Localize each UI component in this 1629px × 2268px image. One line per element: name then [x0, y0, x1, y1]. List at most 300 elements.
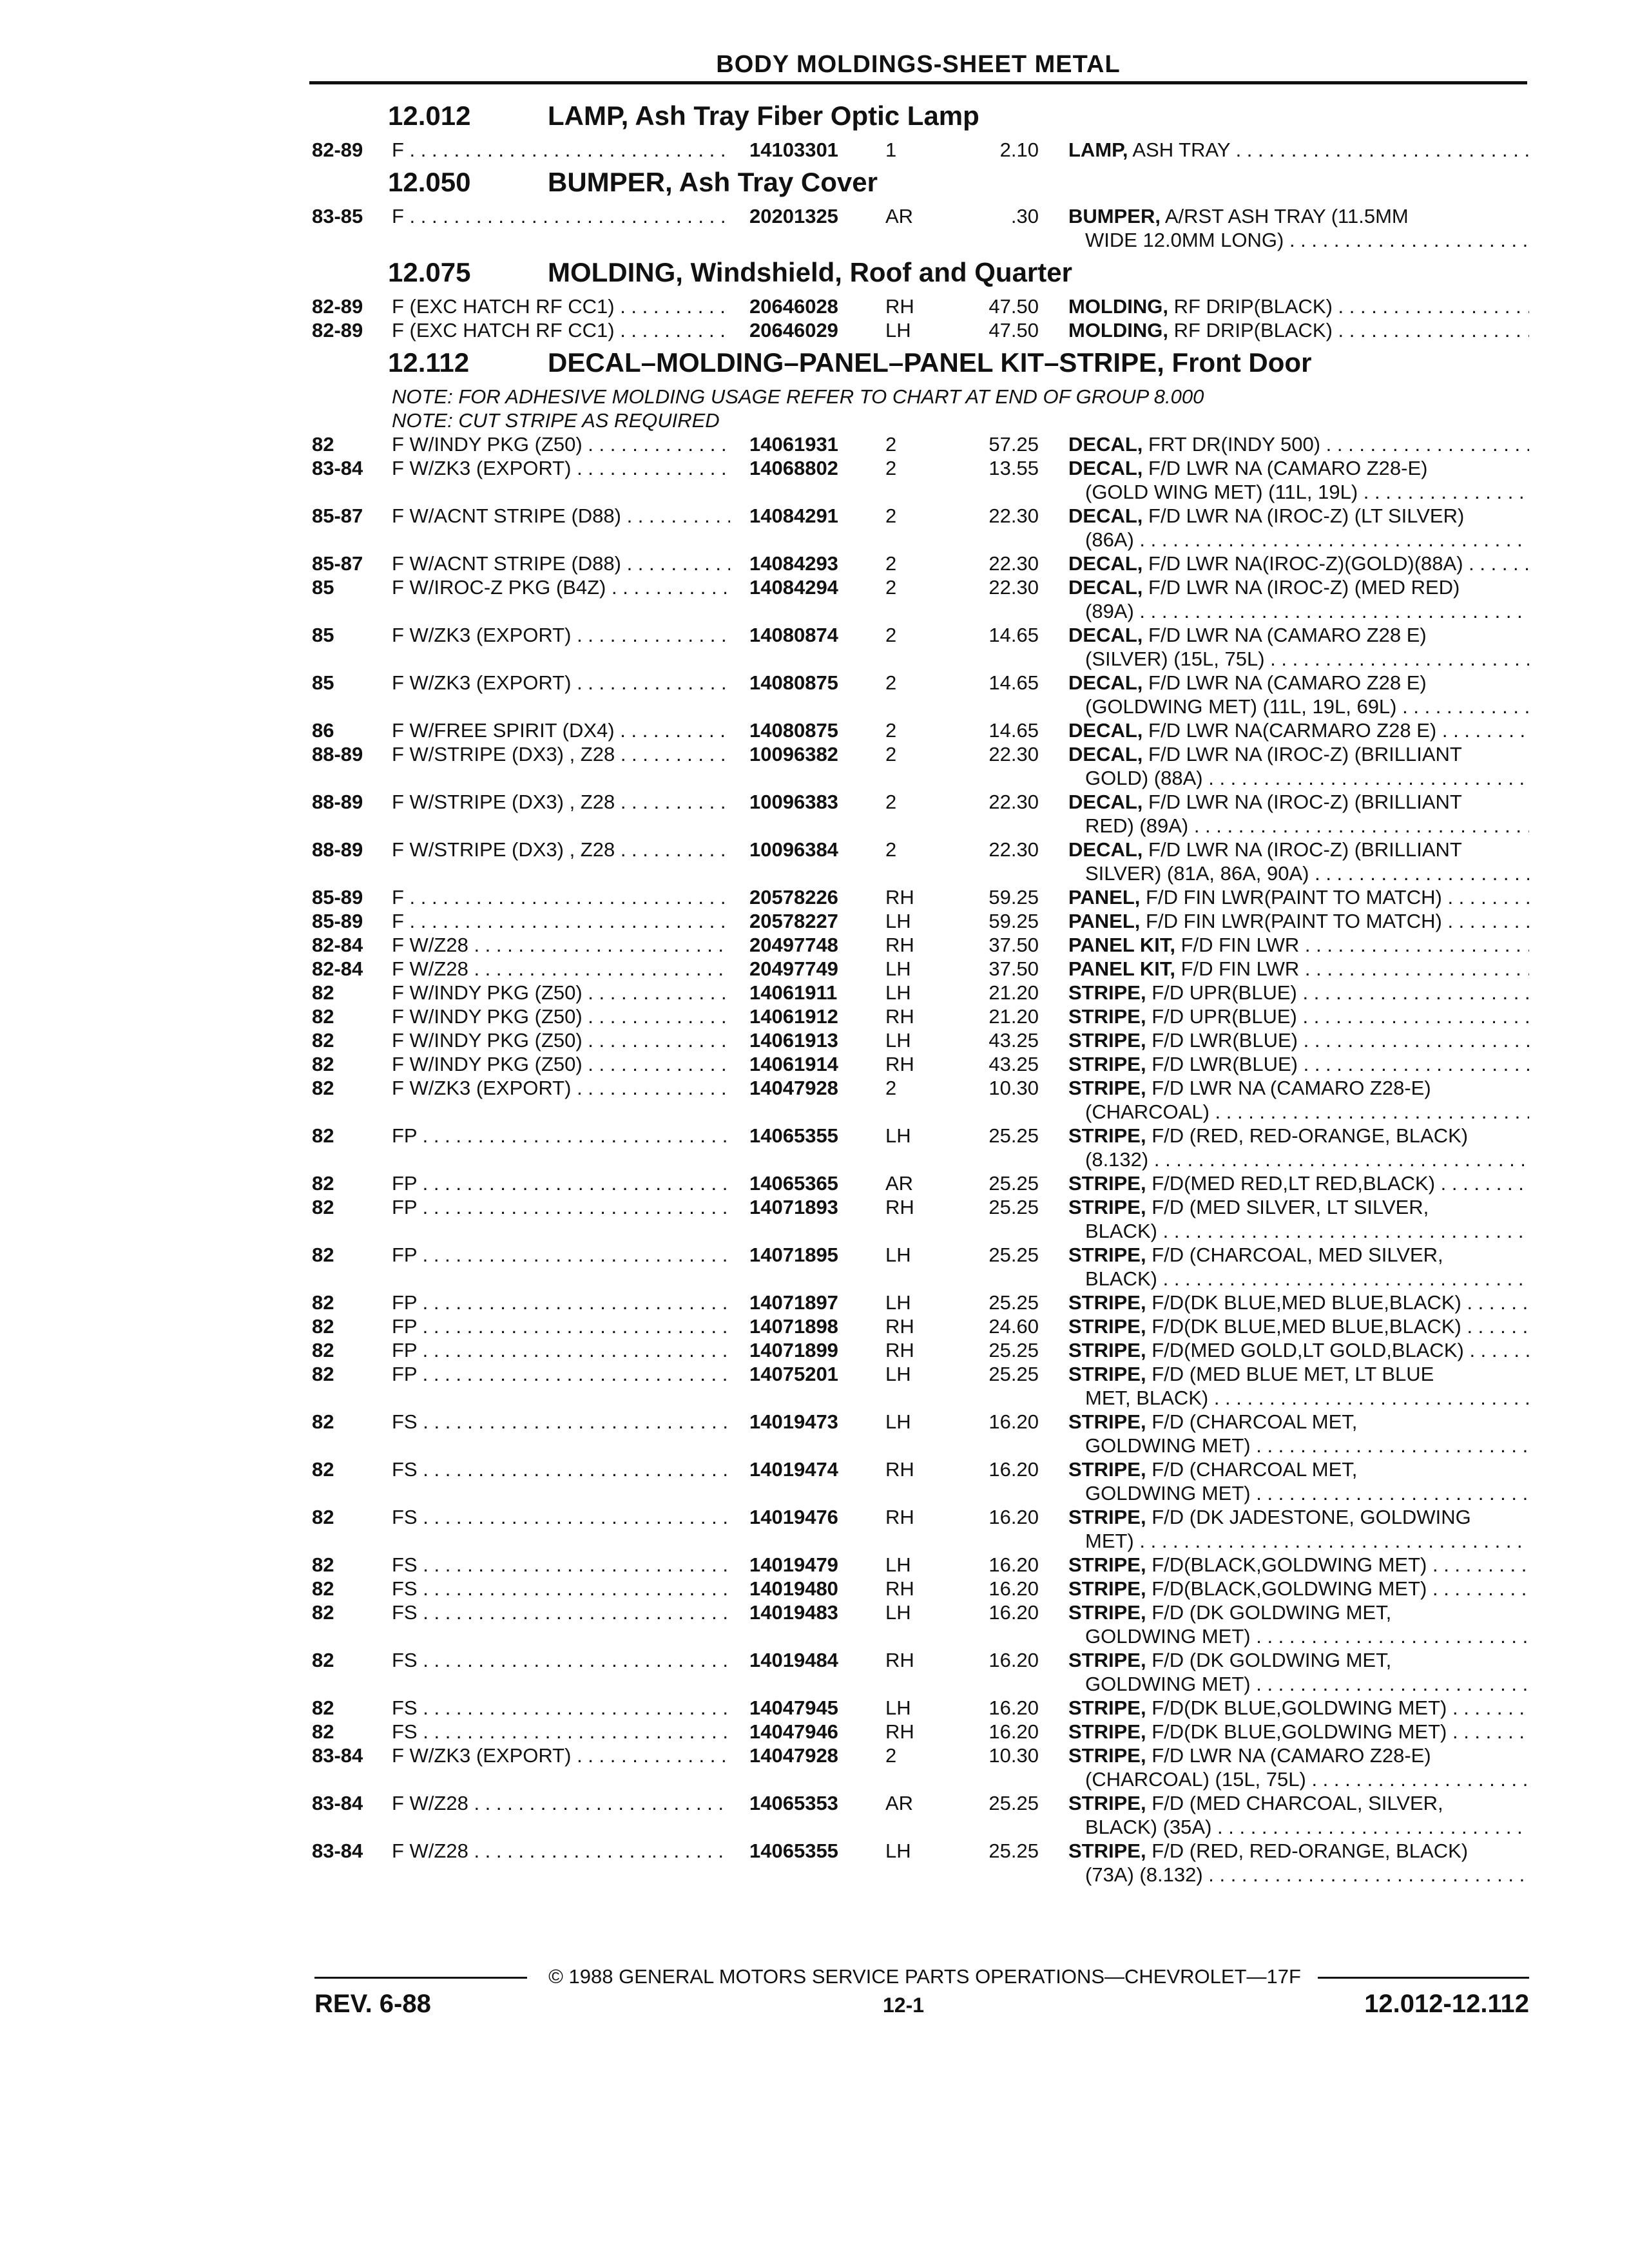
- application: F W/ZK3 (EXPORT) . . .: [392, 1744, 730, 1767]
- application: F W/Z28 . . .: [392, 933, 730, 957]
- model-years: 82: [312, 1053, 334, 1075]
- section-note: NOTE: CUT STRIPE AS REQUIRED: [392, 409, 720, 432]
- part-number: 20646029: [749, 319, 838, 341]
- description-text: F/D LWR NA (CAMARO Z28-E): [1148, 457, 1428, 479]
- part-number: 14071895: [749, 1244, 838, 1266]
- description-text: WIDE 12.0MM LONG): [1085, 229, 1284, 251]
- price: 16.20: [988, 1410, 1039, 1433]
- application: F W/Z28 . . .: [392, 957, 730, 981]
- application: F W/INDY PKG (Z50) . . .: [392, 981, 730, 1004]
- description-line: [1068, 838, 1529, 861]
- quantity: AR: [885, 1172, 914, 1195]
- price: 47.50: [988, 319, 1039, 341]
- application: FS . . .: [392, 1600, 730, 1624]
- footer-page-number: 12-1: [883, 1994, 925, 2017]
- description-text: F/D (DK GOLDWING MET,: [1152, 1649, 1392, 1671]
- model-years: 88-89: [312, 838, 363, 861]
- part-row: [0, 456, 1629, 504]
- price: 25.25: [988, 1244, 1039, 1266]
- application: F W/INDY PKG (Z50) . . .: [392, 1028, 730, 1052]
- description-keyword: STRIPE,: [1068, 1124, 1146, 1147]
- description-keyword: STRIPE,: [1068, 1339, 1146, 1361]
- description: [1068, 742, 1529, 790]
- description-text: MET): [1085, 1530, 1134, 1552]
- description-text: F/D (DK GOLDWING MET,: [1152, 1601, 1392, 1624]
- part-row: [0, 1028, 1629, 1052]
- description: [1068, 1124, 1529, 1171]
- description-line: [1068, 766, 1529, 790]
- description-line: [1068, 228, 1529, 252]
- price: 25.25: [988, 1363, 1039, 1385]
- model-years: 82-89: [312, 319, 363, 341]
- description-line: [1068, 1171, 1529, 1195]
- description-line: [1068, 1648, 1529, 1672]
- part-number: 14019480: [749, 1577, 838, 1600]
- quantity: AR: [885, 1792, 914, 1814]
- model-years: 82: [312, 1077, 334, 1099]
- application: F . . .: [392, 909, 730, 933]
- section-heading: [0, 95, 1629, 138]
- price: 14.65: [988, 624, 1039, 646]
- description-keyword: STRIPE,: [1068, 1696, 1146, 1719]
- quantity: 2: [885, 1077, 897, 1099]
- price: 2.10: [999, 139, 1039, 161]
- model-years: 83-84: [312, 1744, 363, 1767]
- description-text: F/D (CHARCOAL MET,: [1152, 1458, 1358, 1481]
- quantity: LH: [885, 1553, 911, 1576]
- description-text: F/D LWR NA(CARMARO Z28 E): [1148, 719, 1437, 742]
- model-years: 82: [312, 1315, 334, 1338]
- part-row: [0, 1314, 1629, 1338]
- application: FS . . .: [392, 1553, 730, 1577]
- model-years: 82: [312, 1339, 334, 1361]
- description-line: [1068, 1291, 1529, 1314]
- description: [1068, 1839, 1529, 1887]
- application: F (EXC HATCH RF CC1) . . .: [392, 294, 730, 318]
- part-number: 14065355: [749, 1124, 838, 1147]
- description-text: GOLDWING MET): [1085, 1625, 1251, 1648]
- part-number: 14019474: [749, 1458, 838, 1481]
- description: [1068, 1600, 1529, 1648]
- description-text: F/D (CHARCOAL MET,: [1152, 1410, 1358, 1433]
- description: [1068, 1457, 1529, 1505]
- description: [1068, 575, 1529, 623]
- description-line: [1068, 647, 1529, 671]
- description-line: [1068, 957, 1529, 981]
- part-row: [0, 1291, 1629, 1314]
- quantity: 2: [885, 791, 897, 813]
- description-line: [1068, 1672, 1529, 1696]
- description-text: BLACK) (35A): [1085, 1816, 1212, 1838]
- description-line: [1068, 1553, 1529, 1577]
- description-text: RF DRIP(BLACK): [1173, 319, 1333, 341]
- price: 22.30: [988, 838, 1039, 861]
- description-text: F/D(MED GOLD,LT GOLD,BLACK): [1152, 1339, 1464, 1361]
- description-line: [1068, 1577, 1529, 1600]
- quantity: RH: [885, 1315, 914, 1338]
- quantity: LH: [885, 1601, 911, 1624]
- description: [1068, 1195, 1529, 1243]
- quantity: RH: [885, 1053, 914, 1075]
- part-row: [0, 1839, 1629, 1887]
- description-line: [1068, 885, 1529, 909]
- description-text: F/D (CHARCOAL, MED SILVER,: [1152, 1244, 1443, 1266]
- part-number: 14019473: [749, 1410, 838, 1433]
- price: 37.50: [988, 957, 1039, 980]
- model-years: 82: [312, 1577, 334, 1600]
- quantity: RH: [885, 1506, 914, 1528]
- quantity: RH: [885, 295, 914, 318]
- description-text: F/D(DK BLUE,GOLDWING MET): [1152, 1720, 1447, 1743]
- part-number: 20578226: [749, 886, 838, 908]
- application: FS . . .: [392, 1505, 730, 1529]
- description-line: [1068, 1028, 1529, 1052]
- description-text: GOLDWING MET): [1085, 1673, 1251, 1695]
- part-row: [0, 1457, 1629, 1505]
- part-number: 14019476: [749, 1506, 838, 1528]
- part-row: [0, 1648, 1629, 1696]
- quantity: 2: [885, 624, 897, 646]
- description-line: [1068, 1720, 1529, 1744]
- application: F . . .: [392, 885, 730, 909]
- model-years: 82: [312, 1291, 334, 1314]
- application: F W/Z28 . . .: [392, 1839, 730, 1863]
- footer-copyright: © 1988 GENERAL MOTORS SERVICE PARTS OPERATIONS—CHEVROLET—17F: [548, 1965, 1301, 1988]
- part-row: [0, 1720, 1629, 1744]
- description-text: GOLD) (88A): [1085, 767, 1203, 789]
- part-row: [0, 1124, 1629, 1171]
- description: [1068, 1553, 1529, 1577]
- description-line: [1068, 1767, 1529, 1791]
- application: FP . . .: [392, 1124, 730, 1148]
- section-number: 12.075: [388, 257, 471, 287]
- quantity: LH: [885, 981, 911, 1004]
- description-text: (GOLD WING MET) (11L, 19L): [1085, 481, 1358, 503]
- part-number: 10096382: [749, 743, 838, 765]
- application: FP . . .: [392, 1314, 730, 1338]
- quantity: RH: [885, 1339, 914, 1361]
- description-line: [1068, 695, 1529, 718]
- description-line: [1068, 909, 1529, 933]
- description-keyword: STRIPE,: [1068, 1291, 1146, 1314]
- part-row: [0, 1744, 1629, 1791]
- description: [1068, 1052, 1529, 1076]
- application: F W/INDY PKG (Z50) . . .: [392, 1052, 730, 1076]
- part-row: [0, 1004, 1629, 1028]
- part-row: [0, 318, 1629, 342]
- description-text: F/D (MED CHARCOAL, SILVER,: [1152, 1792, 1443, 1814]
- price: 14.65: [988, 719, 1039, 742]
- part-number: 20497748: [749, 934, 838, 956]
- part-row: [0, 623, 1629, 671]
- description: [1068, 318, 1529, 342]
- model-years: 83-85: [312, 205, 363, 227]
- part-number: 14071898: [749, 1315, 838, 1338]
- quantity: 2: [885, 671, 897, 694]
- description: [1068, 1505, 1529, 1553]
- description-line: [1068, 575, 1529, 599]
- price: 16.20: [988, 1553, 1039, 1576]
- description-line: [1068, 742, 1529, 766]
- application: FS . . .: [392, 1696, 730, 1720]
- description: [1068, 1076, 1529, 1124]
- description-line: [1068, 204, 1529, 228]
- part-number: 14019479: [749, 1553, 838, 1576]
- description-keyword: PANEL,: [1068, 910, 1141, 932]
- description-text: F/D(DK BLUE,MED BLUE,BLACK): [1152, 1291, 1461, 1314]
- part-number: 14080874: [749, 624, 838, 646]
- part-row: [0, 1553, 1629, 1577]
- description: [1068, 1648, 1529, 1696]
- description-keyword: STRIPE,: [1068, 1077, 1146, 1099]
- model-years: 82: [312, 1649, 334, 1671]
- description-keyword: DECAL,: [1068, 719, 1143, 742]
- part-row: [0, 909, 1629, 933]
- description-keyword: STRIPE,: [1068, 1601, 1146, 1624]
- price: 21.20: [988, 1005, 1039, 1028]
- description-keyword: STRIPE,: [1068, 1744, 1146, 1767]
- quantity: LH: [885, 1840, 911, 1862]
- price: 16.20: [988, 1577, 1039, 1600]
- part-row: [0, 1243, 1629, 1291]
- price: 25.25: [988, 1291, 1039, 1314]
- quantity: 2: [885, 576, 897, 599]
- description-text: RF DRIP(BLACK): [1173, 295, 1333, 318]
- description-text: ASH TRAY: [1132, 139, 1230, 161]
- quantity: LH: [885, 1244, 911, 1266]
- section-heading: [0, 162, 1629, 204]
- section-number: 12.012: [388, 101, 471, 131]
- description-line: [1068, 599, 1529, 623]
- part-row: [0, 718, 1629, 742]
- part-number: 14061911: [749, 981, 838, 1004]
- description-line: [1068, 1481, 1529, 1505]
- part-number: 20646028: [749, 295, 838, 318]
- application: F W/Z28 . . .: [392, 1791, 730, 1815]
- description-text: (CHARCOAL) (15L, 75L): [1085, 1768, 1306, 1791]
- description-text: F/D(DK BLUE,MED BLUE,BLACK): [1152, 1315, 1461, 1338]
- part-row: [0, 575, 1629, 623]
- description-line: [1068, 718, 1529, 742]
- model-years: 82: [312, 1005, 334, 1028]
- section-number: 12.112: [388, 347, 470, 378]
- model-years: 82: [312, 1601, 334, 1624]
- description: [1068, 552, 1529, 575]
- application: FP . . .: [392, 1195, 730, 1219]
- price: 10.30: [988, 1744, 1039, 1767]
- description: [1068, 1696, 1529, 1720]
- footer-revision: REV. 6-88: [314, 1990, 431, 2018]
- price: 21.20: [988, 981, 1039, 1004]
- description-keyword: MOLDING,: [1068, 319, 1168, 341]
- description-keyword: DECAL,: [1068, 576, 1143, 599]
- description-keyword: STRIPE,: [1068, 1172, 1146, 1195]
- part-row: [0, 1600, 1629, 1648]
- part-number: 14084291: [749, 505, 838, 527]
- part-number: 14065353: [749, 1792, 838, 1814]
- description-line: [1068, 981, 1529, 1004]
- part-row: [0, 1362, 1629, 1410]
- description-text: (CHARCOAL): [1085, 1100, 1210, 1123]
- description-text: F/D(BLACK,GOLDWING MET): [1152, 1577, 1427, 1600]
- description-line: [1068, 552, 1529, 575]
- model-years: 88-89: [312, 743, 363, 765]
- price: 22.30: [988, 791, 1039, 813]
- description-line: [1068, 1815, 1529, 1839]
- part-number: 14047945: [749, 1696, 838, 1719]
- description-keyword: STRIPE,: [1068, 1363, 1146, 1385]
- part-number: 14084294: [749, 576, 838, 599]
- description-keyword: PANEL,: [1068, 886, 1141, 908]
- description-keyword: LAMP,: [1068, 139, 1128, 161]
- part-row: [0, 957, 1629, 981]
- quantity: LH: [885, 1124, 911, 1147]
- part-number: 14071899: [749, 1339, 838, 1361]
- description: [1068, 1720, 1529, 1744]
- description: [1068, 1171, 1529, 1195]
- application: F (EXC HATCH RF CC1) . . .: [392, 318, 730, 342]
- description-line: [1068, 1362, 1529, 1386]
- quantity: RH: [885, 1720, 914, 1743]
- model-years: 82: [312, 1696, 334, 1719]
- part-row: [0, 552, 1629, 575]
- description-text: F/D (RED, RED-ORANGE, BLACK): [1152, 1840, 1469, 1862]
- description-text: F/D FIN LWR(PAINT TO MATCH): [1146, 886, 1442, 908]
- description-line: [1068, 1696, 1529, 1720]
- part-row: [0, 981, 1629, 1004]
- description-line: [1068, 1410, 1529, 1434]
- price: 59.25: [988, 886, 1039, 908]
- description-text: F/D UPR(BLUE): [1152, 981, 1297, 1004]
- description-keyword: DECAL,: [1068, 433, 1143, 456]
- part-row: [0, 1696, 1629, 1720]
- description-text: F/D(DK BLUE,GOLDWING MET): [1152, 1696, 1447, 1719]
- price: 22.30: [988, 743, 1039, 765]
- part-row: [0, 933, 1629, 957]
- part-row: [0, 1577, 1629, 1600]
- description-keyword: STRIPE,: [1068, 1029, 1146, 1052]
- model-years: 85: [312, 576, 334, 599]
- quantity: LH: [885, 319, 911, 341]
- application: FP . . .: [392, 1291, 730, 1314]
- description-text: F/D LWR NA (CAMARO Z28 E): [1148, 624, 1427, 646]
- description-text: BLACK): [1085, 1267, 1157, 1290]
- model-years: 88-89: [312, 791, 363, 813]
- description: [1068, 504, 1529, 552]
- description-line: [1068, 1744, 1529, 1767]
- model-years: 82: [312, 1244, 334, 1266]
- model-years: 83-84: [312, 1792, 363, 1814]
- description-keyword: STRIPE,: [1068, 1053, 1146, 1075]
- part-row: [0, 138, 1629, 162]
- quantity: RH: [885, 886, 914, 908]
- description-line: [1068, 318, 1529, 342]
- description-text: F/D LWR NA (IROC-Z) (BRILLIANT: [1148, 791, 1462, 813]
- price: 25.25: [988, 1339, 1039, 1361]
- price: 10.30: [988, 1077, 1039, 1099]
- price: 43.25: [988, 1029, 1039, 1052]
- part-row: [0, 1791, 1629, 1839]
- part-row: [0, 885, 1629, 909]
- description-text: (86A): [1085, 528, 1134, 551]
- description: [1068, 981, 1529, 1004]
- section-heading: [0, 252, 1629, 294]
- description-text: GOLDWING MET): [1085, 1482, 1251, 1504]
- part-number: 14047928: [749, 1744, 838, 1767]
- description-text: RED) (89A): [1085, 814, 1189, 837]
- part-row: [0, 838, 1629, 885]
- price: 25.25: [988, 1172, 1039, 1195]
- application: FS . . .: [392, 1648, 730, 1672]
- price: 24.60: [988, 1315, 1039, 1338]
- model-years: 82: [312, 1363, 334, 1385]
- application: FS . . .: [392, 1577, 730, 1600]
- page-header: [309, 48, 1527, 84]
- description-line: [1068, 1100, 1529, 1124]
- application: F W/STRIPE (DX3) , Z28 . . .: [392, 838, 730, 861]
- description: [1068, 838, 1529, 885]
- part-row: [0, 1338, 1629, 1362]
- description: [1068, 1791, 1529, 1839]
- quantity: AR: [885, 205, 914, 227]
- quantity: 2: [885, 552, 897, 575]
- description-text: F/D LWR NA (IROC-Z) (MED RED): [1148, 576, 1460, 599]
- quantity: LH: [885, 957, 911, 980]
- description-line: [1068, 1600, 1529, 1624]
- application: F W/ZK3 (EXPORT) . . .: [392, 623, 730, 647]
- model-years: 83-84: [312, 1840, 363, 1862]
- application: F W/STRIPE (DX3) , Z28 . . .: [392, 742, 730, 766]
- description-line: [1068, 1386, 1529, 1410]
- quantity: RH: [885, 1649, 914, 1671]
- description-text: (8.132): [1085, 1148, 1149, 1171]
- price: 16.20: [988, 1506, 1039, 1528]
- footer-rule-left: [314, 1977, 527, 1979]
- description-line: [1068, 861, 1529, 885]
- description-line: [1068, 671, 1529, 695]
- description-keyword: PANEL KIT,: [1068, 957, 1175, 980]
- description-line: [1068, 294, 1529, 318]
- description-text: F/D LWR NA (CAMARO Z28-E): [1152, 1077, 1431, 1099]
- part-number: 14084293: [749, 552, 838, 575]
- price: .30: [1010, 205, 1039, 227]
- application: F W/STRIPE (DX3) , Z28 . . .: [392, 790, 730, 814]
- description: [1068, 957, 1529, 981]
- description-text: F/D (MED BLUE MET, LT BLUE: [1152, 1363, 1434, 1385]
- quantity: 2: [885, 433, 897, 456]
- part-row: [0, 1052, 1629, 1076]
- description-keyword: STRIPE,: [1068, 1005, 1146, 1028]
- description: [1068, 1028, 1529, 1052]
- description-line: [1068, 814, 1529, 838]
- quantity: LH: [885, 1363, 911, 1385]
- description-text: F/D LWR(BLUE): [1152, 1029, 1298, 1052]
- price: 13.55: [988, 457, 1039, 479]
- price: 37.50: [988, 934, 1039, 956]
- application: F W/INDY PKG (Z50) . . .: [392, 1004, 730, 1028]
- part-number: 14061913: [749, 1029, 838, 1052]
- application: F . . .: [392, 138, 730, 162]
- model-years: 82-89: [312, 139, 363, 161]
- description: [1068, 1004, 1529, 1028]
- description-line: [1068, 138, 1529, 162]
- description: [1068, 885, 1529, 909]
- part-row: [0, 1195, 1629, 1243]
- model-years: 82: [312, 1124, 334, 1147]
- description-line: [1068, 1791, 1529, 1815]
- section-heading: [0, 342, 1629, 385]
- quantity: LH: [885, 1029, 911, 1052]
